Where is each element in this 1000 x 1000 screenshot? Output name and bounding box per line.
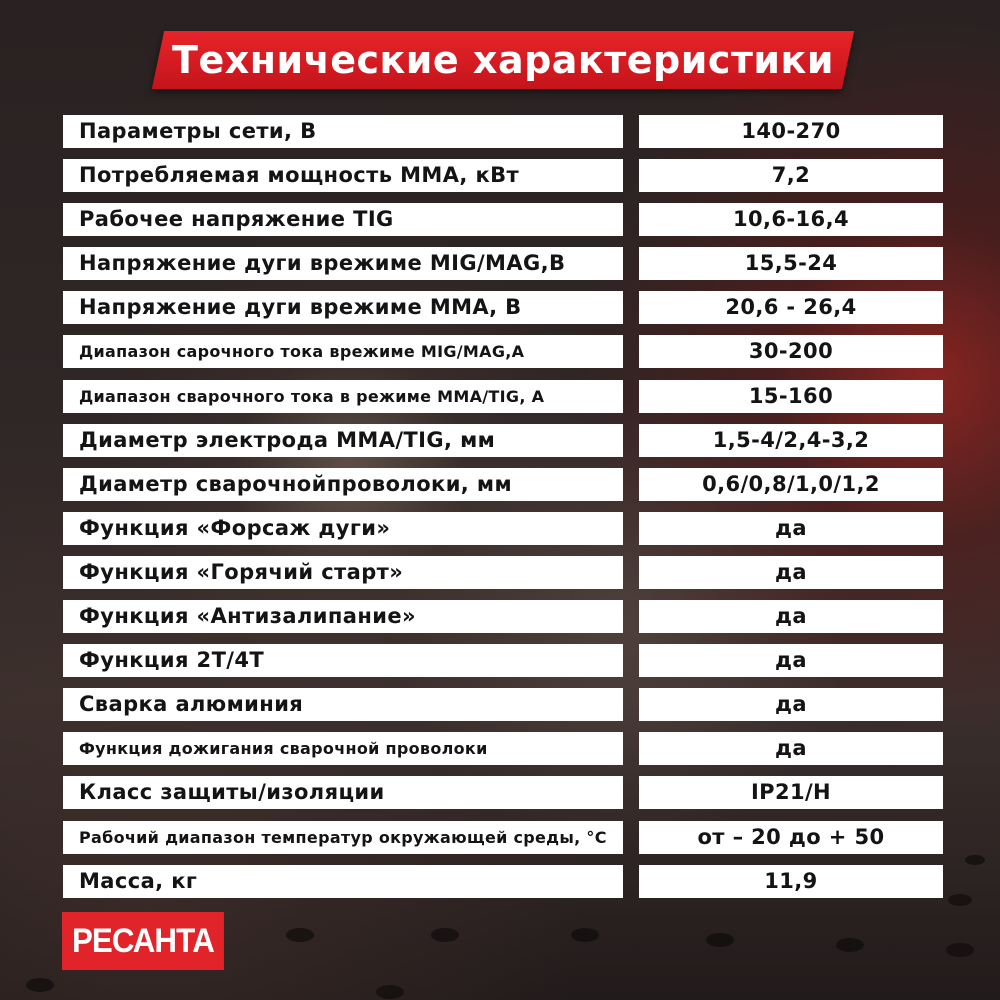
spec-row — [63, 424, 943, 457]
spec-row — [63, 732, 943, 765]
spec-row — [63, 291, 943, 324]
spec-label: Масса, кг — [63, 865, 623, 898]
spec-value: да — [639, 644, 943, 677]
spec-value: 15,5-24 — [639, 247, 943, 280]
spec-row — [63, 865, 943, 898]
spec-label: Рабочий диапазон температур окружающей среды, °С — [63, 821, 623, 854]
spec-label: Функция «Горячий старт» — [63, 556, 623, 589]
spec-label: Диапазон сарочного тока врежиме MIG/MAG,А — [63, 335, 623, 368]
spec-label: Функция дожигания сварочной проволоки — [63, 732, 623, 765]
spec-label: Напряжение дуги врежиме MIG/MAG,В — [63, 247, 623, 280]
spec-value: 15-160 — [639, 380, 943, 413]
spec-row — [63, 556, 943, 589]
spec-row — [63, 380, 943, 413]
spec-value: 140-270 — [639, 115, 943, 148]
spec-label: Функция 2Т/4Т — [63, 644, 623, 677]
spec-label: Класс защиты/изоляции — [63, 776, 623, 809]
spec-table — [63, 115, 943, 909]
spec-value: 30-200 — [639, 335, 943, 368]
spec-row — [63, 644, 943, 677]
spec-label: Функция «Антизалипание» — [63, 600, 623, 633]
spec-value: 20,6 - 26,4 — [639, 291, 943, 324]
spec-row — [63, 203, 943, 236]
spec-row — [63, 247, 943, 280]
spec-label: Диаметр сварочнойпроволоки, мм — [63, 468, 623, 501]
spec-value: да — [639, 600, 943, 633]
spec-label: Функция «Форсаж дуги» — [63, 512, 623, 545]
spec-value: от – 20 до + 50 — [639, 821, 943, 854]
spec-value: 10,6-16,4 — [639, 203, 943, 236]
spec-label: Рабочее напряжение TIG — [63, 203, 623, 236]
spec-row — [63, 821, 943, 854]
spec-label: Параметры сети, В — [63, 115, 623, 148]
spec-value: да — [639, 512, 943, 545]
spec-row — [63, 335, 943, 368]
spec-row — [63, 688, 943, 721]
spec-row — [63, 776, 943, 809]
spec-value: 0,6/0,8/1,0/1,2 — [639, 468, 943, 501]
spec-label: Диапазон сварочного тока в режиме ММА/TIG, А — [63, 380, 623, 413]
page-title: Технические характеристики — [172, 38, 834, 82]
spec-value: 11,9 — [639, 865, 943, 898]
spec-value: да — [639, 688, 943, 721]
spec-label: Сварка алюминия — [63, 688, 623, 721]
spec-value: да — [639, 732, 943, 765]
spec-row — [63, 159, 943, 192]
spec-label: Напряжение дуги врежиме ММА, В — [63, 291, 623, 324]
spec-row — [63, 512, 943, 545]
spec-row — [63, 115, 943, 148]
spec-label: Потребляемая мощность ММА, кВт — [63, 159, 623, 192]
spec-value: 7,2 — [639, 159, 943, 192]
spec-value: 1,5-4/2,4-3,2 — [639, 424, 943, 457]
brand-logo: РЕСАНТА — [62, 912, 224, 970]
spec-label: Диаметр электрода ММА/TIG, мм — [63, 424, 623, 457]
spec-row — [63, 600, 943, 633]
spec-value: IP21/H — [639, 776, 943, 809]
spec-value: да — [639, 556, 943, 589]
spec-row — [63, 468, 943, 501]
